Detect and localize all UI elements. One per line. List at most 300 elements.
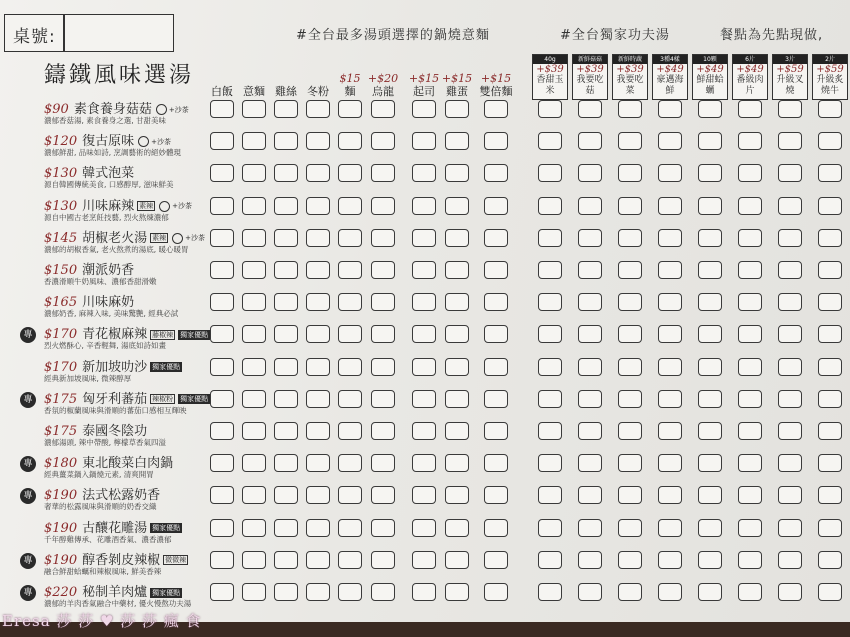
order-checkbox[interactable]: [371, 325, 395, 343]
satay-option-label: +沙茶: [185, 234, 205, 243]
addon-checkbox[interactable]: [658, 100, 682, 118]
addon-checkbox[interactable]: [618, 583, 642, 601]
order-checkbox[interactable]: [242, 132, 266, 150]
addon-checkbox[interactable]: [538, 583, 562, 601]
addon-checkbox[interactable]: [738, 229, 762, 247]
order-checkbox[interactable]: [484, 261, 508, 279]
order-checkbox[interactable]: [371, 486, 395, 504]
addon-checkbox[interactable]: [698, 261, 722, 279]
addon-checkbox[interactable]: [618, 551, 642, 569]
addon-checkbox[interactable]: [538, 390, 562, 408]
addon-checkbox[interactable]: [698, 229, 722, 247]
order-checkbox[interactable]: [242, 583, 266, 601]
addon-portion: 40g: [533, 55, 567, 64]
order-checkbox[interactable]: [242, 325, 266, 343]
addon-checkbox[interactable]: [578, 358, 602, 376]
order-checkbox[interactable]: [484, 293, 508, 311]
order-checkbox[interactable]: [338, 229, 362, 247]
addon-checkbox[interactable]: [818, 229, 842, 247]
addon-checkbox[interactable]: [618, 325, 642, 343]
order-checkbox[interactable]: [242, 454, 266, 472]
addon-checkbox[interactable]: [698, 325, 722, 343]
soup-price: $120: [44, 134, 78, 150]
order-checkbox[interactable]: [306, 293, 330, 311]
addon-checkbox[interactable]: [578, 551, 602, 569]
order-checkbox[interactable]: [210, 486, 234, 504]
addon-checkbox[interactable]: [538, 486, 562, 504]
addon-checkbox[interactable]: [778, 325, 802, 343]
order-checkbox[interactable]: [274, 229, 298, 247]
addon-checkbox[interactable]: [778, 583, 802, 601]
addon-checkbox[interactable]: [618, 486, 642, 504]
order-checkbox[interactable]: [274, 519, 298, 537]
order-checkbox[interactable]: [338, 100, 362, 118]
addon-checkbox[interactable]: [818, 454, 842, 472]
order-checkbox[interactable]: [338, 132, 362, 150]
addon-checkbox[interactable]: [818, 422, 842, 440]
order-checkbox[interactable]: [242, 293, 266, 311]
order-checkbox[interactable]: [412, 583, 436, 601]
addon-checkbox[interactable]: [658, 261, 682, 279]
order-checkbox[interactable]: [371, 164, 395, 182]
order-checkbox[interactable]: [274, 486, 298, 504]
order-checkbox[interactable]: [306, 422, 330, 440]
addon-checkbox[interactable]: [818, 486, 842, 504]
addon-checkbox[interactable]: [538, 551, 562, 569]
addon-checkbox[interactable]: [778, 261, 802, 279]
order-checkbox[interactable]: [412, 390, 436, 408]
addon-checkbox[interactable]: [578, 454, 602, 472]
soup-row: [0, 128, 850, 162]
order-checkbox[interactable]: [306, 519, 330, 537]
addon-checkbox[interactable]: [578, 132, 602, 150]
order-checkbox[interactable]: [338, 454, 362, 472]
order-checkbox[interactable]: [338, 197, 362, 215]
addon-checkbox[interactable]: [658, 293, 682, 311]
soup-row: [0, 321, 850, 355]
addon-checkbox[interactable]: [818, 100, 842, 118]
addon-checkbox[interactable]: [578, 164, 602, 182]
addon-checkbox[interactable]: [698, 422, 722, 440]
addon-price: +$49: [656, 64, 684, 75]
addon-checkbox[interactable]: [738, 519, 762, 537]
addon-checkbox[interactable]: [618, 390, 642, 408]
order-checkbox[interactable]: [242, 229, 266, 247]
addon-checkbox[interactable]: [778, 422, 802, 440]
order-checkbox[interactable]: [338, 519, 362, 537]
addon-checkbox[interactable]: [538, 132, 562, 150]
order-checkbox[interactable]: [210, 325, 234, 343]
order-checkbox[interactable]: [306, 551, 330, 569]
satay-option-checkbox[interactable]: [159, 201, 170, 212]
addon-checkbox[interactable]: [738, 358, 762, 376]
order-checkbox[interactable]: [242, 261, 266, 279]
addon-checkbox[interactable]: [618, 100, 642, 118]
order-checkbox[interactable]: [274, 551, 298, 569]
addon-checkbox[interactable]: [538, 454, 562, 472]
order-checkbox[interactable]: [371, 454, 395, 472]
soup-description: 濃郁的胡椒香氣, 老火熬煮的湯底, 暖心暖胃: [44, 244, 189, 254]
addon-checkbox[interactable]: [698, 293, 722, 311]
order-checkbox[interactable]: [242, 164, 266, 182]
order-checkbox[interactable]: [242, 197, 266, 215]
addon-checkbox[interactable]: [738, 261, 762, 279]
addon-checkbox[interactable]: [658, 197, 682, 215]
addon-checkbox[interactable]: [698, 100, 722, 118]
addon-checkbox[interactable]: [658, 390, 682, 408]
order-checkbox[interactable]: [274, 390, 298, 408]
addon-checkbox[interactable]: [698, 132, 722, 150]
order-checkbox[interactable]: [210, 551, 234, 569]
addon-checkbox[interactable]: [578, 293, 602, 311]
addon-checkbox[interactable]: [618, 358, 642, 376]
satay-option-checkbox[interactable]: [138, 136, 149, 147]
order-checkbox[interactable]: [371, 551, 395, 569]
order-checkbox[interactable]: [338, 422, 362, 440]
addon-checkbox[interactable]: [778, 551, 802, 569]
order-checkbox[interactable]: [210, 164, 234, 182]
order-checkbox[interactable]: [371, 261, 395, 279]
addon-checkbox[interactable]: [538, 229, 562, 247]
order-checkbox[interactable]: [242, 390, 266, 408]
addon-checkbox[interactable]: [738, 325, 762, 343]
addon-checkbox[interactable]: [778, 164, 802, 182]
order-checkbox[interactable]: [210, 583, 234, 601]
addon-checkbox[interactable]: [658, 583, 682, 601]
order-checkbox[interactable]: [484, 100, 508, 118]
order-checkbox[interactable]: [306, 132, 330, 150]
order-checkbox[interactable]: [484, 583, 508, 601]
order-checkbox[interactable]: [338, 358, 362, 376]
addon-checkbox[interactable]: [818, 583, 842, 601]
addon-checkbox[interactable]: [818, 358, 842, 376]
order-checkbox[interactable]: [274, 358, 298, 376]
addon-checkbox[interactable]: [698, 583, 722, 601]
addon-checkbox[interactable]: [578, 583, 602, 601]
addon-checkbox[interactable]: [698, 358, 722, 376]
addon-checkbox[interactable]: [618, 293, 642, 311]
addon-checkbox[interactable]: [658, 164, 682, 182]
order-checkbox[interactable]: [274, 454, 298, 472]
addon-checkbox[interactable]: [578, 100, 602, 118]
addon-checkbox[interactable]: [618, 261, 642, 279]
addon-checkbox[interactable]: [538, 261, 562, 279]
addon-checkbox[interactable]: [538, 293, 562, 311]
order-checkbox[interactable]: [412, 422, 436, 440]
addon-checkbox[interactable]: [658, 229, 682, 247]
addon-checkbox[interactable]: [538, 197, 562, 215]
order-checkbox[interactable]: [445, 390, 469, 408]
order-checkbox[interactable]: [371, 293, 395, 311]
addon-checkbox[interactable]: [618, 197, 642, 215]
addon-checkbox[interactable]: [698, 390, 722, 408]
order-checkbox[interactable]: [274, 197, 298, 215]
order-checkbox[interactable]: [445, 325, 469, 343]
addon-checkbox[interactable]: [738, 390, 762, 408]
order-checkbox[interactable]: [210, 197, 234, 215]
addon-checkbox[interactable]: [538, 422, 562, 440]
order-checkbox[interactable]: [484, 551, 508, 569]
addon-checkbox[interactable]: [658, 325, 682, 343]
order-checkbox[interactable]: [371, 519, 395, 537]
order-checkbox[interactable]: [210, 358, 234, 376]
addon-checkbox[interactable]: [578, 229, 602, 247]
order-checkbox[interactable]: [242, 358, 266, 376]
order-checkbox[interactable]: [445, 519, 469, 537]
addon-checkbox[interactable]: [818, 551, 842, 569]
addon-checkbox[interactable]: [698, 551, 722, 569]
order-checkbox[interactable]: [242, 551, 266, 569]
addon-checkbox[interactable]: [738, 100, 762, 118]
order-checkbox[interactable]: [274, 325, 298, 343]
addon-checkbox[interactable]: [578, 390, 602, 408]
satay-option-checkbox[interactable]: [156, 104, 167, 115]
addon-checkbox[interactable]: [698, 197, 722, 215]
order-checkbox[interactable]: [210, 100, 234, 118]
order-checkbox[interactable]: [484, 454, 508, 472]
order-checkbox[interactable]: [274, 100, 298, 118]
order-checkbox[interactable]: [306, 486, 330, 504]
order-checkbox[interactable]: [210, 454, 234, 472]
order-checkbox[interactable]: [306, 325, 330, 343]
order-checkbox[interactable]: [445, 422, 469, 440]
order-checkbox[interactable]: [445, 164, 469, 182]
order-checkbox[interactable]: [445, 293, 469, 311]
order-checkbox[interactable]: [371, 422, 395, 440]
addon-price: +$59: [776, 64, 804, 75]
addon-checkbox[interactable]: [618, 164, 642, 182]
addon-checkbox[interactable]: [738, 486, 762, 504]
order-checkbox[interactable]: [242, 486, 266, 504]
order-checkbox[interactable]: [445, 197, 469, 215]
addon-checkbox[interactable]: [578, 197, 602, 215]
order-checkbox[interactable]: [306, 390, 330, 408]
order-checkbox[interactable]: [306, 454, 330, 472]
satay-option-checkbox[interactable]: [172, 233, 183, 244]
order-checkbox[interactable]: [274, 164, 298, 182]
addon-checkbox[interactable]: [738, 551, 762, 569]
order-checkbox[interactable]: [484, 358, 508, 376]
addon-checkbox[interactable]: [778, 390, 802, 408]
column-price: $15: [339, 72, 361, 85]
order-checkbox[interactable]: [338, 551, 362, 569]
order-checkbox[interactable]: [445, 132, 469, 150]
addon-header: [812, 54, 848, 100]
addon-checkbox[interactable]: [738, 293, 762, 311]
order-checkbox[interactable]: [242, 100, 266, 118]
order-checkbox[interactable]: [306, 229, 330, 247]
table-number-box[interactable]: [4, 14, 174, 52]
order-checkbox[interactable]: [338, 164, 362, 182]
addon-checkbox[interactable]: [738, 197, 762, 215]
soup-row: [0, 289, 850, 323]
order-checkbox[interactable]: [274, 132, 298, 150]
addon-checkbox[interactable]: [778, 486, 802, 504]
addon-checkbox[interactable]: [618, 454, 642, 472]
order-checkbox[interactable]: [412, 486, 436, 504]
addon-checkbox[interactable]: [658, 486, 682, 504]
order-checkbox[interactable]: [412, 197, 436, 215]
addon-checkbox[interactable]: [658, 454, 682, 472]
addon-checkbox[interactable]: [538, 325, 562, 343]
order-checkbox[interactable]: [371, 358, 395, 376]
addon-checkbox[interactable]: [698, 454, 722, 472]
addon-checkbox[interactable]: [778, 293, 802, 311]
addon-checkbox[interactable]: [618, 132, 642, 150]
order-checkbox[interactable]: [445, 229, 469, 247]
order-checkbox[interactable]: [445, 551, 469, 569]
addon-checkbox[interactable]: [658, 132, 682, 150]
order-checkbox[interactable]: [484, 325, 508, 343]
order-checkbox[interactable]: [306, 583, 330, 601]
addon-label: 我要吃菇: [576, 75, 604, 96]
table-number-label: 桌號:: [13, 27, 56, 47]
addon-checkbox[interactable]: [538, 100, 562, 118]
addon-checkbox[interactable]: [578, 422, 602, 440]
soup-price: $130: [44, 198, 78, 214]
addon-checkbox[interactable]: [818, 261, 842, 279]
order-checkbox[interactable]: [274, 422, 298, 440]
order-checkbox[interactable]: [306, 100, 330, 118]
addon-checkbox[interactable]: [818, 132, 842, 150]
order-checkbox[interactable]: [338, 261, 362, 279]
order-checkbox[interactable]: [445, 583, 469, 601]
order-checkbox[interactable]: [412, 358, 436, 376]
soup-price: $220: [44, 585, 78, 600]
order-checkbox[interactable]: [412, 229, 436, 247]
order-checkbox[interactable]: [371, 229, 395, 247]
order-checkbox[interactable]: [412, 325, 436, 343]
addon-checkbox[interactable]: [538, 519, 562, 537]
order-checkbox[interactable]: [210, 519, 234, 537]
order-checkbox[interactable]: [484, 486, 508, 504]
addon-checkbox[interactable]: [818, 519, 842, 537]
order-checkbox[interactable]: [338, 486, 362, 504]
addon-checkbox[interactable]: [578, 486, 602, 504]
addon-checkbox[interactable]: [778, 454, 802, 472]
addon-checkbox[interactable]: [778, 519, 802, 537]
order-checkbox[interactable]: [210, 261, 234, 279]
addon-header: [652, 54, 688, 100]
order-checkbox[interactable]: [306, 164, 330, 182]
order-checkbox[interactable]: [412, 519, 436, 537]
order-checkbox[interactable]: [274, 261, 298, 279]
order-checkbox[interactable]: [371, 390, 395, 408]
addon-checkbox[interactable]: [738, 454, 762, 472]
addon-checkbox[interactable]: [778, 358, 802, 376]
order-checkbox[interactable]: [242, 519, 266, 537]
order-checkbox[interactable]: [274, 293, 298, 311]
order-checkbox[interactable]: [338, 293, 362, 311]
addon-portion: 2片: [813, 55, 847, 64]
order-checkbox[interactable]: [445, 100, 469, 118]
order-checkbox[interactable]: [306, 261, 330, 279]
order-checkbox[interactable]: [412, 454, 436, 472]
order-checkbox[interactable]: [306, 358, 330, 376]
addon-checkbox[interactable]: [658, 551, 682, 569]
order-checkbox[interactable]: [445, 486, 469, 504]
addon-checkbox[interactable]: [578, 261, 602, 279]
addon-checkbox[interactable]: [698, 519, 722, 537]
order-checkbox[interactable]: [210, 229, 234, 247]
order-checkbox[interactable]: [412, 132, 436, 150]
addon-checkbox[interactable]: [778, 132, 802, 150]
order-checkbox[interactable]: [412, 293, 436, 311]
order-checkbox[interactable]: [210, 422, 234, 440]
soup-title: 韓式泡菜: [82, 166, 135, 182]
order-checkbox[interactable]: [210, 132, 234, 150]
order-checkbox[interactable]: [412, 261, 436, 279]
addon-checkbox[interactable]: [778, 197, 802, 215]
addon-checkbox[interactable]: [658, 519, 682, 537]
addon-checkbox[interactable]: [818, 164, 842, 182]
addon-checkbox[interactable]: [658, 358, 682, 376]
order-checkbox[interactable]: [412, 164, 436, 182]
addon-price: +$59: [816, 64, 844, 75]
order-checkbox[interactable]: [242, 422, 266, 440]
addon-checkbox[interactable]: [578, 325, 602, 343]
order-checkbox[interactable]: [371, 197, 395, 215]
order-checkbox[interactable]: [484, 229, 508, 247]
addon-checkbox[interactable]: [658, 422, 682, 440]
order-checkbox[interactable]: [484, 422, 508, 440]
order-checkbox[interactable]: [371, 132, 395, 150]
addon-checkbox[interactable]: [818, 325, 842, 343]
addon-checkbox[interactable]: [578, 519, 602, 537]
addon-checkbox[interactable]: [738, 132, 762, 150]
order-checkbox[interactable]: [445, 454, 469, 472]
order-checkbox[interactable]: [445, 358, 469, 376]
order-checkbox[interactable]: [210, 390, 234, 408]
addon-checkbox[interactable]: [738, 422, 762, 440]
order-checkbox[interactable]: [484, 390, 508, 408]
order-checkbox[interactable]: [445, 261, 469, 279]
order-checkbox[interactable]: [484, 197, 508, 215]
order-checkbox[interactable]: [338, 325, 362, 343]
order-checkbox[interactable]: [484, 164, 508, 182]
order-checkbox[interactable]: [306, 197, 330, 215]
addon-checkbox[interactable]: [778, 229, 802, 247]
addon-checkbox[interactable]: [538, 164, 562, 182]
order-checkbox[interactable]: [371, 583, 395, 601]
soup-row: [0, 547, 850, 581]
order-checkbox[interactable]: [484, 519, 508, 537]
addon-checkbox[interactable]: [618, 422, 642, 440]
addon-checkbox[interactable]: [818, 293, 842, 311]
table-box-divider: [63, 15, 65, 51]
addon-checkbox[interactable]: [738, 583, 762, 601]
addon-checkbox[interactable]: [738, 164, 762, 182]
soup-row: [0, 482, 850, 516]
addon-checkbox[interactable]: [778, 100, 802, 118]
addon-checkbox[interactable]: [698, 164, 722, 182]
addon-checkbox[interactable]: [818, 390, 842, 408]
addon-checkbox[interactable]: [698, 486, 722, 504]
order-checkbox[interactable]: [484, 132, 508, 150]
addon-checkbox[interactable]: [818, 197, 842, 215]
order-checkbox[interactable]: [371, 100, 395, 118]
addon-checkbox[interactable]: [618, 229, 642, 247]
order-checkbox[interactable]: [338, 390, 362, 408]
order-checkbox[interactable]: [210, 293, 234, 311]
order-checkbox[interactable]: [412, 100, 436, 118]
addon-checkbox[interactable]: [618, 519, 642, 537]
order-checkbox[interactable]: [338, 583, 362, 601]
order-checkbox[interactable]: [412, 551, 436, 569]
order-checkbox[interactable]: [274, 583, 298, 601]
soup-row: [0, 386, 850, 420]
addon-checkbox[interactable]: [538, 358, 562, 376]
